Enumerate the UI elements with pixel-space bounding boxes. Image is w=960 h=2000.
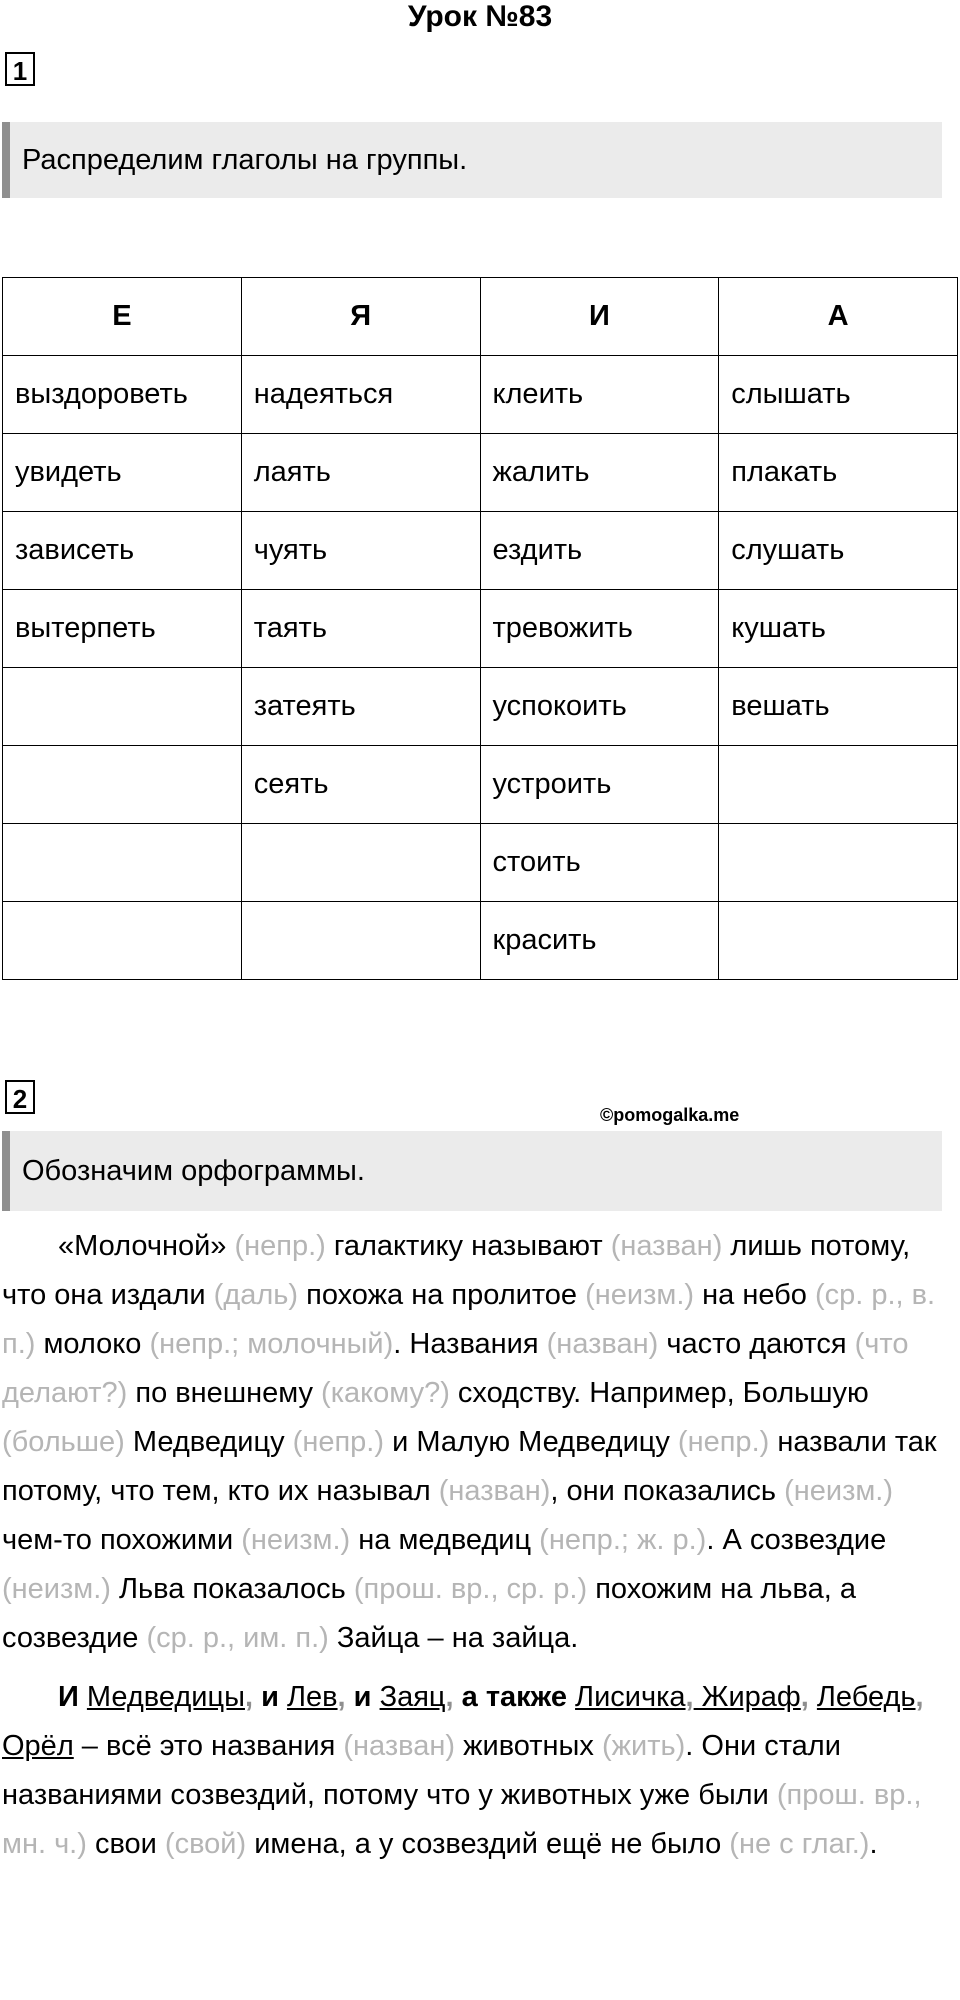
text-segment: – всё это названия xyxy=(73,1730,336,1762)
comma: , xyxy=(685,1681,694,1713)
hint: (непр.) xyxy=(669,1426,778,1458)
text-segment: Медведицу xyxy=(132,1426,285,1458)
hint: (свой) xyxy=(156,1828,255,1860)
table-cell: стоить xyxy=(480,824,719,902)
comma: , xyxy=(800,1681,809,1713)
table-row xyxy=(3,590,958,668)
table-cell: увидеть xyxy=(3,434,242,512)
hint: (какому?) xyxy=(313,1377,458,1409)
subject-word: Заяц xyxy=(379,1681,446,1713)
table-cell: чуять xyxy=(241,512,480,590)
paragraph-1 xyxy=(2,1222,952,1663)
text-segment: молоко xyxy=(43,1328,142,1360)
text-segment: чем-то похожими xyxy=(2,1524,234,1556)
table-cell: жалить xyxy=(480,434,719,512)
table-cell: тревожить xyxy=(480,590,719,668)
text-segment: назвали так потому, что тем, кто их называл xyxy=(2,1426,937,1507)
column-header-ya: Я xyxy=(241,278,480,356)
text-segment: галактику называют xyxy=(333,1230,603,1262)
text-segment: лишь потому, что она издали xyxy=(2,1230,911,1311)
column-header-a: А xyxy=(719,278,958,356)
task-2-number: 2 xyxy=(5,1080,35,1114)
subject-word: Жираф xyxy=(693,1681,801,1713)
table-cell xyxy=(3,902,242,980)
conjunction: и xyxy=(345,1681,380,1713)
table-cell: зависеть xyxy=(3,512,242,590)
hint: (ср. р., в. п.) xyxy=(2,1279,936,1360)
text-segment: свои xyxy=(94,1828,157,1860)
table-cell xyxy=(719,902,958,980)
hint: (непр.) xyxy=(226,1230,334,1262)
table-cell: вешать xyxy=(719,668,958,746)
hint: (больше) xyxy=(2,1426,133,1458)
hint: (неизм.) xyxy=(776,1475,894,1507)
hint: (неизм.) xyxy=(233,1524,359,1556)
table-header-row xyxy=(3,278,958,356)
text-segment: Льва показалось xyxy=(119,1573,346,1605)
table-cell: кушать xyxy=(719,590,958,668)
hint: (непр.; молочный) xyxy=(141,1328,394,1360)
column-header-e: Е xyxy=(3,278,242,356)
table-cell: красить xyxy=(480,902,719,980)
text-segment: сходству. Например, Большую xyxy=(457,1377,869,1409)
hint: (не с глаг.) xyxy=(721,1828,870,1860)
subject-word: Лисичка xyxy=(575,1681,686,1713)
paragraph-2 xyxy=(2,1673,952,1869)
hint: (непр.) xyxy=(284,1426,393,1458)
hint: (жить) xyxy=(593,1730,686,1762)
conjunction: и xyxy=(253,1681,287,1713)
table-cell: лаять xyxy=(241,434,480,512)
text-segment: на небо xyxy=(702,1279,807,1311)
table-cell: таять xyxy=(241,590,480,668)
text-segment: , они показались xyxy=(550,1475,777,1507)
table-row xyxy=(3,746,958,824)
text-segment: . Названия xyxy=(393,1328,539,1360)
table-cell xyxy=(3,746,242,824)
table-cell: выздороветь xyxy=(3,356,242,434)
hint: (назван) xyxy=(538,1328,667,1360)
table-cell: клеить xyxy=(480,356,719,434)
table-cell: затеять xyxy=(241,668,480,746)
text-segment: часто даются xyxy=(666,1328,847,1360)
text-block xyxy=(2,1222,952,1869)
text-segment: . А созвездие xyxy=(706,1524,887,1556)
text-segment: по внешнему xyxy=(135,1377,313,1409)
column-header-i: И xyxy=(480,278,719,356)
watermark: ©pomogalka.me xyxy=(600,1105,740,1125)
table-cell: надеяться xyxy=(241,356,480,434)
hint: (назван) xyxy=(335,1730,464,1762)
text-segment: животных xyxy=(463,1730,594,1762)
hint: (назван) xyxy=(430,1475,551,1507)
conjunction: И xyxy=(58,1681,87,1713)
table-cell: слышать xyxy=(719,356,958,434)
subject-word: Лебедь xyxy=(816,1681,916,1713)
hint: (непр.; ж. р.) xyxy=(531,1524,707,1556)
text-segment: на медведиц xyxy=(358,1524,532,1556)
text-segment: . Они стали названиями созвездий, потому что у животных уже были xyxy=(2,1730,841,1811)
hint: (что делают?) xyxy=(2,1328,909,1409)
hint: (неизм.) xyxy=(2,1573,120,1605)
text-segment: «Молочной» xyxy=(58,1230,227,1262)
table-row xyxy=(3,668,958,746)
text-segment: похожим на льва, а созвездие xyxy=(2,1573,856,1654)
table-cell xyxy=(241,824,480,902)
page-title: Урок №83 xyxy=(407,0,553,33)
table-row xyxy=(3,902,958,980)
conjunction: а также xyxy=(453,1681,576,1713)
hint: (назван) xyxy=(602,1230,731,1262)
table-cell: вытерпеть xyxy=(3,590,242,668)
text-segment: имена, а у созвездий ещё не было xyxy=(254,1828,722,1860)
hint: (прош. вр., мн. ч.) xyxy=(2,1779,922,1860)
table-cell xyxy=(719,746,958,824)
table-cell xyxy=(3,824,242,902)
table-row xyxy=(3,512,958,590)
hint: (неизм.) xyxy=(577,1279,703,1311)
table-row xyxy=(3,434,958,512)
table-cell: плакать xyxy=(719,434,958,512)
subject-word: Лев xyxy=(286,1681,338,1713)
task-1-number: 1 xyxy=(5,52,35,86)
text-segment: Зайца – на зайца. xyxy=(336,1622,579,1654)
hint: (прош. вр., ср. р.) xyxy=(345,1573,596,1605)
table-row xyxy=(3,824,958,902)
text-segment: . xyxy=(869,1828,878,1860)
comma: , xyxy=(915,1681,924,1713)
table-cell xyxy=(719,824,958,902)
hint: (ср. р., им. п.) xyxy=(138,1622,337,1654)
task-2-instruction: Обозначим орфограммы. xyxy=(2,1131,942,1211)
table-cell: ездить xyxy=(480,512,719,590)
comma: , xyxy=(244,1681,254,1713)
comma: , xyxy=(337,1681,346,1713)
table-cell: слушать xyxy=(719,512,958,590)
task-1-instruction: Распределим глаголы на группы. xyxy=(2,122,942,198)
comma: , xyxy=(445,1681,454,1713)
table-cell xyxy=(3,668,242,746)
text-segment: и Малую Медведицу xyxy=(392,1426,670,1458)
table-row xyxy=(3,356,958,434)
table-cell: успокоить xyxy=(480,668,719,746)
table-cell xyxy=(241,902,480,980)
subject-word: Медведицы xyxy=(86,1681,245,1713)
table-cell: сеять xyxy=(241,746,480,824)
hint: (даль) xyxy=(205,1279,307,1311)
subject-word: Орёл xyxy=(2,1730,74,1762)
text-segment: похожа на пролитое xyxy=(306,1279,578,1311)
table-cell: устроить xyxy=(480,746,719,824)
verb-groups-table xyxy=(2,277,958,980)
